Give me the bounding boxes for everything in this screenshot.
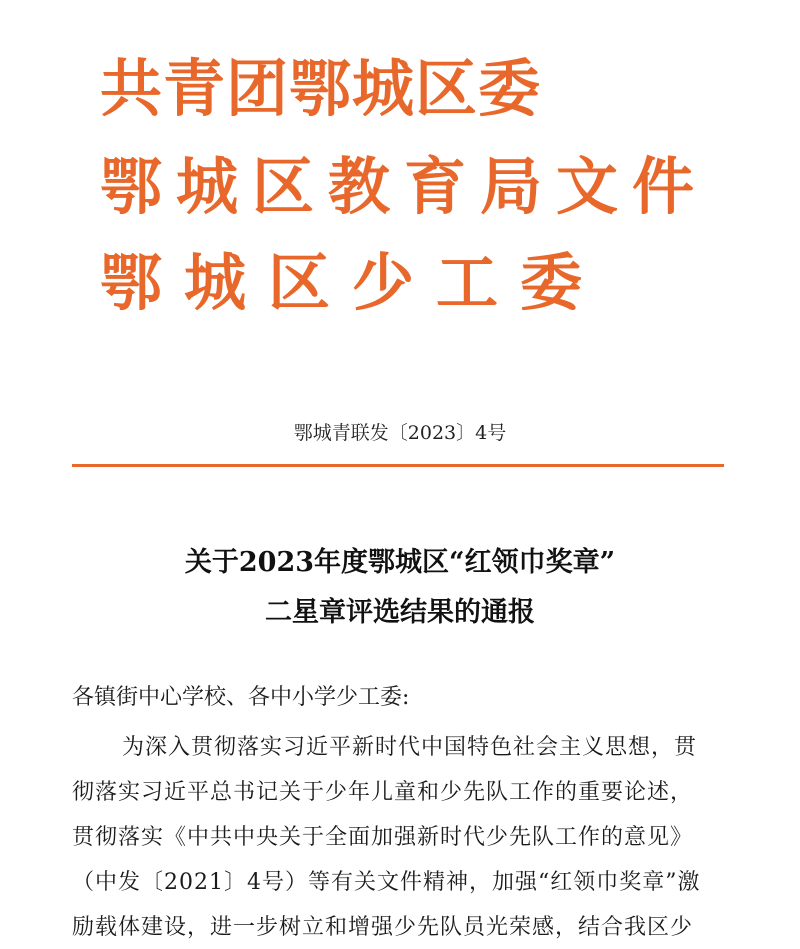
salutation: 各镇街中心学校、各中小学少工委: xyxy=(72,685,410,710)
body-paragraph-line: 励载体建设，进一步树立和增强少先队员光荣感，结合我区少 xyxy=(72,915,694,940)
body-paragraph-line: （中发〔2021〕4号）等有关文件精神，加强“红领巾奖章”激 xyxy=(72,870,701,895)
issuer-line-education-bureau: 鄂城区教育局文件 xyxy=(100,150,709,223)
document-number: 鄂城青联发〔2023〕4号 xyxy=(293,422,507,444)
body-paragraph-line: 为深入贯彻落实习近平新时代中国特色社会主义思想，贯 xyxy=(122,735,698,760)
document-title-line-2: 二星章评选结果的通报 xyxy=(265,597,535,628)
document-title-line-1: 关于2023年度鄂城区“红领巾奖章” xyxy=(184,547,616,578)
issuer-line-youth-league: 共青团鄂城区委 xyxy=(100,52,542,125)
issuer-line-young-pioneers: 鄂城区少工委 xyxy=(100,246,605,319)
body-paragraph-line: 彻落实习近平总书记关于少年儿童和少先队工作的重要论述， xyxy=(72,780,694,805)
body-paragraph-line: 贯彻落实《中共中央关于全面加强新时代少先队工作的意见》 xyxy=(72,825,694,850)
header-divider xyxy=(72,464,724,467)
